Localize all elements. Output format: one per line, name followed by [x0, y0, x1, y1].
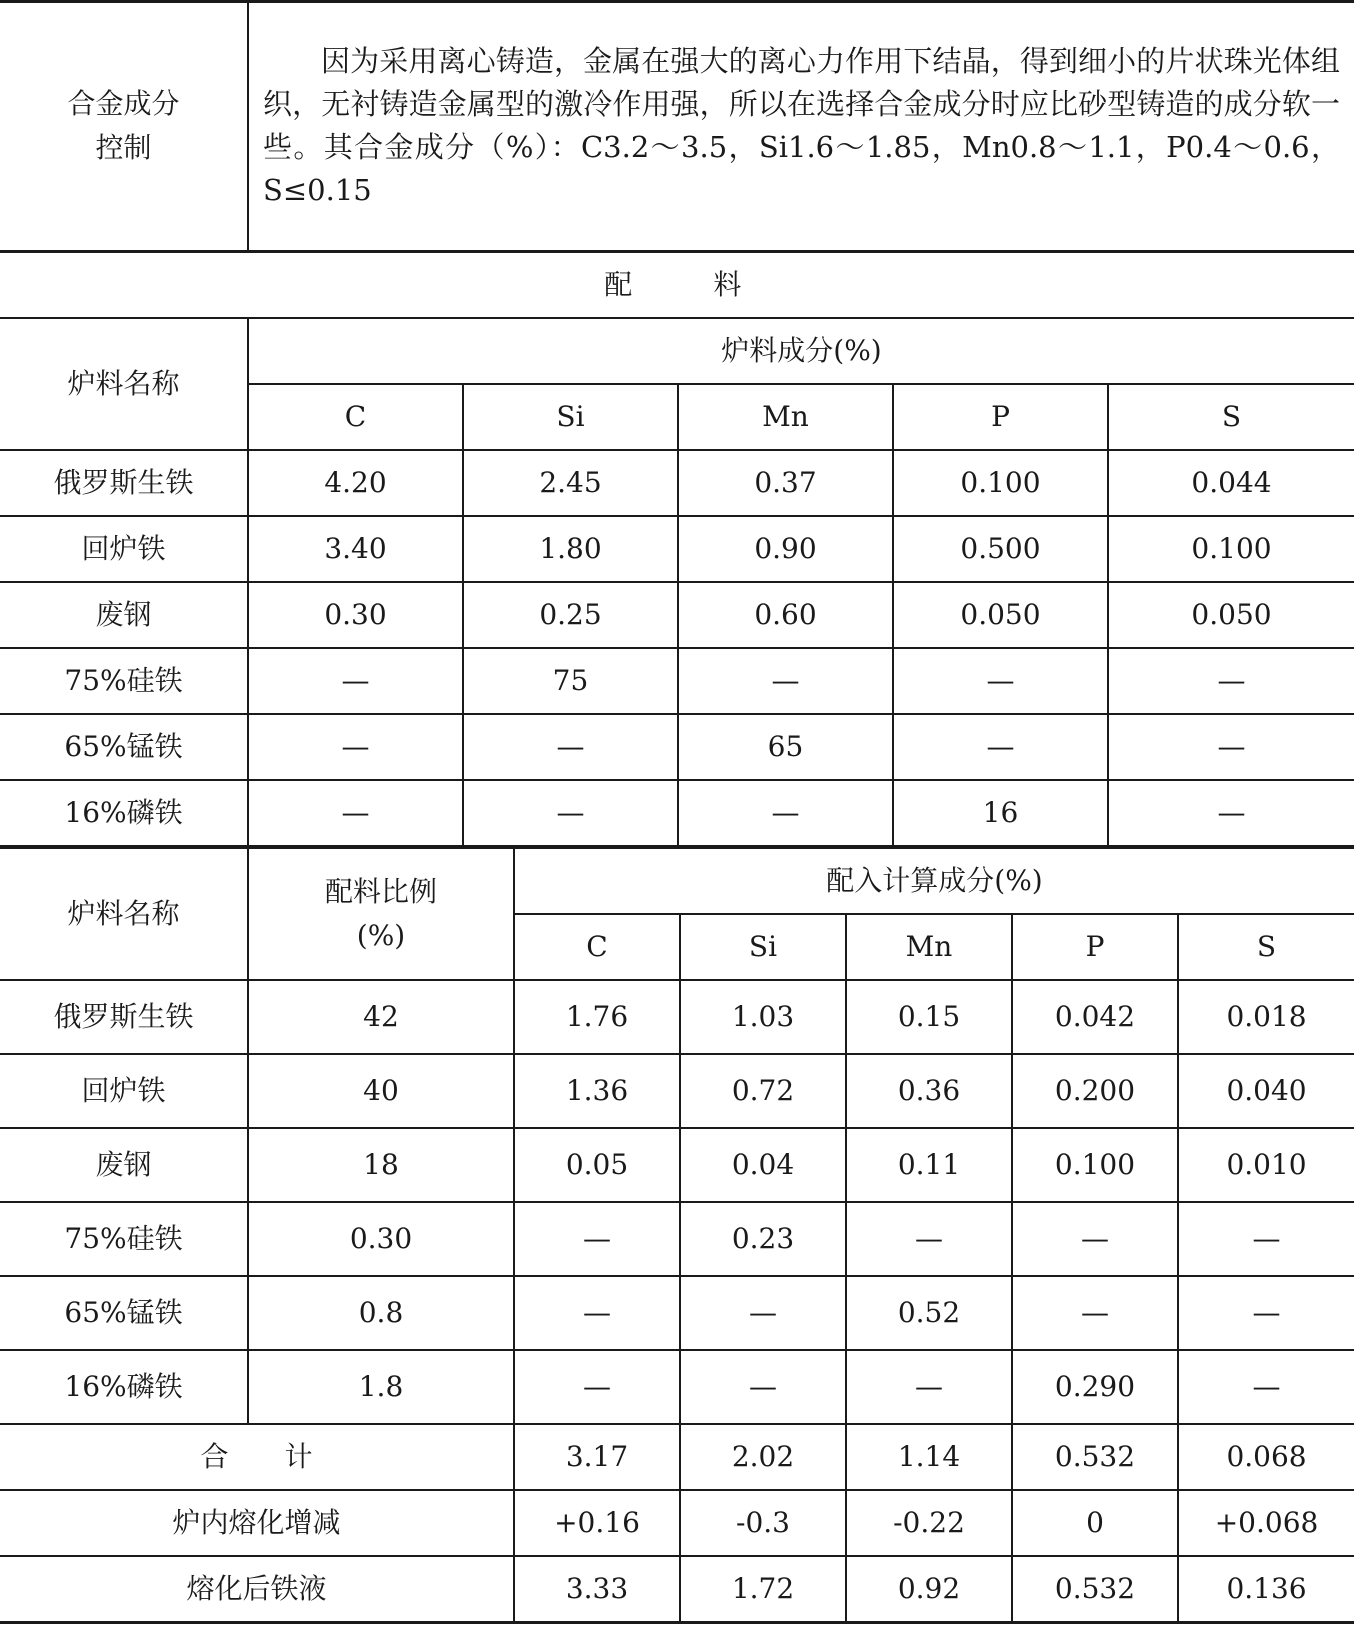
table-cell: 1.03 — [680, 980, 846, 1054]
melt-change-row — [0, 1490, 1354, 1556]
table-row — [0, 582, 1354, 648]
table-row — [0, 1128, 1354, 1202]
charge-row-name: 75%硅铁 — [0, 648, 248, 714]
calc-col-c: C — [514, 914, 680, 980]
calc-row-ratio: 1.8 — [248, 1350, 514, 1424]
table-cell: — — [463, 714, 678, 780]
table-cell: 2.45 — [463, 450, 678, 516]
alloy-control-label-line2: 控制 — [95, 131, 152, 165]
table-row — [0, 1350, 1354, 1424]
table-cell: +0.068 — [1178, 1490, 1354, 1556]
table-cell: 0.30 — [248, 582, 463, 648]
table-cell: 1.14 — [846, 1424, 1012, 1490]
table-cell: — — [1178, 1276, 1354, 1350]
table-cell: -0.22 — [846, 1490, 1012, 1556]
table-cell: — — [463, 780, 678, 846]
calc-ratio-header-line1: 配料比例 — [324, 875, 437, 908]
charge-col-p: P — [893, 384, 1108, 450]
table-cell: — — [1108, 714, 1354, 780]
table-cell: 0.040 — [1178, 1054, 1354, 1128]
alloy-control-table — [0, 0, 1354, 252]
table-cell: 3.40 — [248, 516, 463, 582]
calc-ratio-header-line2: (%) — [356, 919, 406, 952]
table-row — [0, 1054, 1354, 1128]
table-cell: 0.532 — [1012, 1556, 1178, 1622]
charge-col-mn: Mn — [678, 384, 893, 450]
table-cell: 3.17 — [514, 1424, 680, 1490]
table-cell: — — [1108, 648, 1354, 714]
table-cell: 0.11 — [846, 1128, 1012, 1202]
table-cell: — — [680, 1276, 846, 1350]
alloy-control-description: 因为采用离心铸造，金属在强大的离心力作用下结晶，得到细小的片状珠光体组织，无衬铸造金属型的激冷作用强，所以在选择合金成分时应比砂型铸造的成分软一些。其合金成分（%）：C3.2～3.5，Si1.6～1.85，Mn0.8～1.1，P0.4～0.6，S≤0.15 — [248, 2, 1354, 251]
table-cell: 65 — [678, 714, 893, 780]
batching-title: 配 料 — [0, 252, 1354, 318]
table-cell: — — [248, 780, 463, 846]
table-cell: 0.018 — [1178, 980, 1354, 1054]
table-cell: +0.16 — [514, 1490, 680, 1556]
charge-name-header: 炉料名称 — [0, 318, 248, 450]
table-cell: — — [248, 648, 463, 714]
charge-row-name: 回炉铁 — [0, 516, 248, 582]
table-cell: 0.136 — [1178, 1556, 1354, 1622]
calc-row-name: 俄罗斯生铁 — [0, 980, 248, 1054]
charge-composition-group-header: 炉料成分(%) — [248, 318, 1354, 384]
table-cell: 16 — [893, 780, 1108, 846]
table-cell: 2.02 — [680, 1424, 846, 1490]
calc-row-name: 75%硅铁 — [0, 1202, 248, 1276]
table-row — [0, 780, 1354, 846]
table-cell: 0.044 — [1108, 450, 1354, 516]
calc-row-name: 65%锰铁 — [0, 1276, 248, 1350]
charge-row-name: 废钢 — [0, 582, 248, 648]
table-cell: 0.010 — [1178, 1128, 1354, 1202]
table-cell: 0.60 — [678, 582, 893, 648]
charge-composition-table — [0, 251, 1354, 847]
calc-row-name: 16%磷铁 — [0, 1350, 248, 1424]
table-row — [0, 980, 1354, 1054]
table-row — [0, 450, 1354, 516]
calc-group-header: 配入计算成分(%) — [514, 848, 1354, 914]
table-cell: 0.72 — [680, 1054, 846, 1128]
table-cell: — — [893, 648, 1108, 714]
table-cell: 0.23 — [680, 1202, 846, 1276]
calc-row-ratio: 18 — [248, 1128, 514, 1202]
table-cell: — — [1108, 780, 1354, 846]
table-cell: — — [1012, 1276, 1178, 1350]
charge-row-name: 65%锰铁 — [0, 714, 248, 780]
table-cell: 0.068 — [1178, 1424, 1354, 1490]
table-cell: 0.92 — [846, 1556, 1012, 1622]
melt-change-label: 炉内熔化增减 — [0, 1490, 514, 1556]
table-row — [0, 714, 1354, 780]
calc-row-name: 废钢 — [0, 1128, 248, 1202]
table-cell: 0.100 — [893, 450, 1108, 516]
table-cell: 0.100 — [1108, 516, 1354, 582]
table-cell: 0.05 — [514, 1128, 680, 1202]
charge-col-c: C — [248, 384, 463, 450]
table-cell: 0.52 — [846, 1276, 1012, 1350]
table-cell: 1.36 — [514, 1054, 680, 1128]
table-cell: 0.050 — [1108, 582, 1354, 648]
table-cell: 0.100 — [1012, 1128, 1178, 1202]
calc-row-name: 回炉铁 — [0, 1054, 248, 1128]
total-label: 合 计 — [0, 1424, 514, 1490]
table-cell: 3.33 — [514, 1556, 680, 1622]
calc-row-ratio: 42 — [248, 980, 514, 1054]
table-cell: — — [680, 1350, 846, 1424]
table-row — [0, 648, 1354, 714]
table-cell: 1.80 — [463, 516, 678, 582]
table-cell: 0 — [1012, 1490, 1178, 1556]
table-cell: 0.290 — [1012, 1350, 1178, 1424]
table-cell: 0.500 — [893, 516, 1108, 582]
after-melt-row — [0, 1556, 1354, 1622]
calc-row-ratio: 0.8 — [248, 1276, 514, 1350]
table-cell: — — [846, 1350, 1012, 1424]
table-cell: 75 — [463, 648, 678, 714]
calc-col-p: P — [1012, 914, 1178, 980]
table-cell: — — [248, 714, 463, 780]
table-cell: — — [514, 1350, 680, 1424]
alloy-control-label — [0, 2, 248, 251]
after-melt-label: 熔化后铁液 — [0, 1556, 514, 1622]
calculated-composition-table — [0, 847, 1354, 1624]
table-cell: 1.76 — [514, 980, 680, 1054]
table-cell: — — [1012, 1202, 1178, 1276]
table-cell: 0.042 — [1012, 980, 1178, 1054]
calc-col-mn: Mn — [846, 914, 1012, 980]
table-cell: 0.25 — [463, 582, 678, 648]
table-cell: — — [514, 1202, 680, 1276]
table-cell: -0.3 — [680, 1490, 846, 1556]
table-cell: — — [1178, 1350, 1354, 1424]
table-cell: 1.72 — [680, 1556, 846, 1622]
calc-row-ratio: 0.30 — [248, 1202, 514, 1276]
table-cell: 0.050 — [893, 582, 1108, 648]
charge-col-s: S — [1108, 384, 1354, 450]
charge-row-name: 俄罗斯生铁 — [0, 450, 248, 516]
table-cell: 0.04 — [680, 1128, 846, 1202]
table-row — [0, 1276, 1354, 1350]
charge-col-si: Si — [463, 384, 678, 450]
table-row — [0, 516, 1354, 582]
table-cell: — — [678, 648, 893, 714]
table-cell: 0.200 — [1012, 1054, 1178, 1128]
table-cell: — — [514, 1276, 680, 1350]
total-row — [0, 1424, 1354, 1490]
table-cell: 0.532 — [1012, 1424, 1178, 1490]
calc-name-header: 炉料名称 — [0, 848, 248, 980]
charge-row-name: 16%磷铁 — [0, 780, 248, 846]
table-cell: 0.37 — [678, 450, 893, 516]
table-cell: 4.20 — [248, 450, 463, 516]
calc-row-ratio: 40 — [248, 1054, 514, 1128]
table-cell: — — [678, 780, 893, 846]
calc-col-si: Si — [680, 914, 846, 980]
calc-col-s: S — [1178, 914, 1354, 980]
table-cell: — — [1178, 1202, 1354, 1276]
table-cell: 0.90 — [678, 516, 893, 582]
table-cell: — — [893, 714, 1108, 780]
table-row — [0, 1202, 1354, 1276]
table-cell: — — [846, 1202, 1012, 1276]
table-cell: 0.36 — [846, 1054, 1012, 1128]
table-cell: 0.15 — [846, 980, 1012, 1054]
alloy-control-label-line1: 合金成分 — [67, 87, 180, 121]
calc-ratio-header — [248, 848, 514, 980]
